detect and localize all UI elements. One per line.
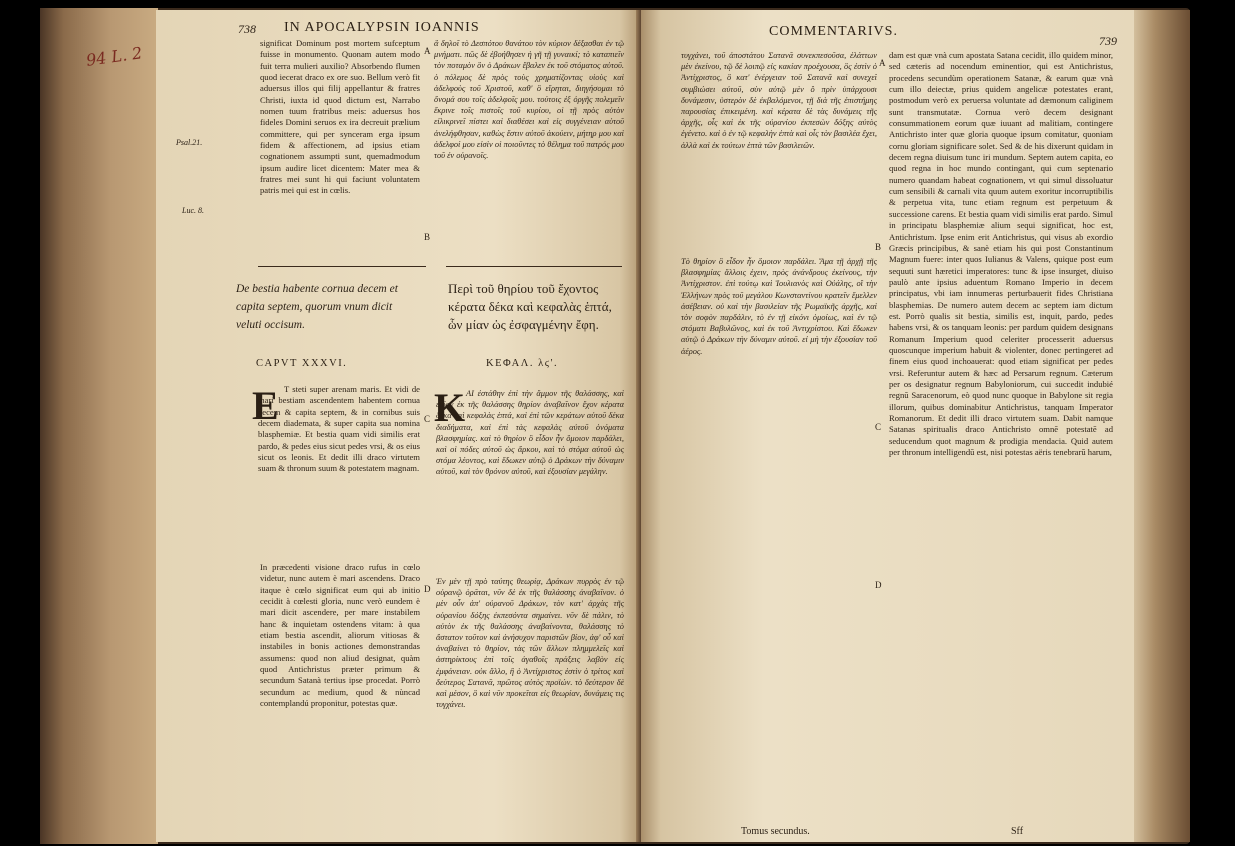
letter-a-right: A <box>879 58 886 68</box>
latin-column-right: dam est quæ vnà cum apostata Satana cecidit, illo quidem minor, sed cæteris ad nocendum eminentior, qui est Antichristus, procedens secundùm operationem Satanæ, & earum quæ vnà cum illo deiectæ, prius quidem angelicæ potestates erant, postmodum verò ex peruersa voluntate ad dæmonum caliginem sunt transmutatæ. Cornua verò decem designant consummationem eorum quæ iuuant ad malitiam, contingere Antichristo inter quæ gloria quoque ipsum comitatur, quoniam cornu gloriam significare solet. Sed & de his dixerunt quidam in decem regna diuisum tunc iri mundum. Septem autem capita, eo quod regna in hoc mundo contingant, qui cum septenario numero quandam habeat cognationem, vt qui simul dissoluatur cum sensibili & carnali vita quum autem exoritur incorruptibilis & perpetua vita, tunc etiam regnum est perpetuum & successione carens. Et bestia quam vidi similis erat pardo. Simul in principatu blasphemiæ alium sequi significat, hoc est, Antichristum. Ipse enim erit Antichristus, qui visus ab exordio Græcis principibus, & sanè etiam his qui post Constantinum Magnum fuere: inter quos Iulianus & Valens, quique post eum sequuti sunt hæretici imperatores: tunc & ipse insurget, diuiso paulò ante ipsius aduentum Romano Imperio in decem principatus, vbi iam innumeras perturbauerit fides Christiana blasphemias. De numero autem decem ac septem iam dictum est. Porrò qualis sit bestia, similis est, inquit, pardo, pedes habens vrsi, & os tanquam leonis: per pardum quidem designans Romanum Imperium quod celeriter processerit aduersus quoscunque imperium habuit & violenter, donec pertingeret ad finem eius quod inchoauerat: quod etiam significat per pedes vrsi. Referuntur autem & hæc ad Persarum regnum. Cæterum per os designatur regnum Babyloniorum, cui succedit indubié regnū Saracenorum, eò quod nunc quoque in Babylone sit regia illorum, quibus dominabitur Antichristus, tanquam Imperator Romanorum. Et dedit illi draco virtutem suam. Dabit namque Satanas spiritualis draco Antichristo omnē potestatē ad seducendum quot magnum & prodigia mendacia. Quid autem per thronum intelligendū est, nisi potestas aëris tenebrarū harum, <box>889 50 1113 458</box>
handwritten-shelfmark: 94 L. 2 <box>84 43 144 70</box>
book-edge-left <box>40 8 158 844</box>
chapter-title-latin: De bestia habente cornua decem et capita septem, quorum vnum dicit veluti occisum. <box>236 283 398 331</box>
rule-left-greek <box>446 266 622 267</box>
dropcap-latin: E <box>252 383 279 428</box>
letter-c: C <box>424 414 431 424</box>
signature-mark: Sff <box>1011 826 1024 837</box>
book-edge-right <box>1132 10 1190 842</box>
greek-body-verse: ΑΙ ἐστάθην ἐπὶ τὴν ἄμμον τῆς θαλάσσης, καὶ εἶδον ἐκ τῆς θαλάσσης θηρίον ἀναβαῖνον ἔχον κέρατα δέκα καὶ κεφαλὰς ἑπτά, καὶ ἐπὶ τῶν κεράτων αὐτοῦ δέκα διαδήματα, καὶ ἐπὶ τὰς κεφαλὰς αὐτοῦ ὀνόματα βλασφημίας. καὶ τὸ θηρίον ὃ εἶδον ἦν ὅμοιον παρδάλει, καὶ οἱ πόδες αὐτοῦ ὡς ἄρκου, καὶ τὸ στόμα αὐτοῦ ὡς στόμα λέοντος, καὶ ἔδωκεν αὐτῷ ὁ Δράκων τὴν δύναμιν αὐτοῦ, καὶ τὸν θρόνον αὐτοῦ, καὶ ἐξουσίαν μεγάλην. <box>436 389 624 477</box>
dropcap-greek: K <box>434 385 466 430</box>
letter-b: B <box>424 232 431 242</box>
chapter-title-greek: Περὶ τοῦ θηρίου τοῦ ἔχοντος κέρατα δέκα καὶ κεφαλὰς ἑπτά, ὧν μίαν ὡς ἐσφαγμένην ἔφη. <box>448 281 612 332</box>
right-page <box>641 10 1134 842</box>
margin-note-psalm: Psal.21. <box>176 138 203 147</box>
letter-c-right: C <box>875 422 882 432</box>
running-header-left: IN APOCALYPSIN IOANNIS <box>284 20 480 35</box>
letter-d: D <box>424 584 431 594</box>
greek-body-commentary: Ἐν μὲν τῇ πρὸ ταύτης θεωρίᾳ, Δράκων πυρρὸς ἐν τῷ οὐρανῷ ὁρᾶται, νῦν δὲ ἐκ τῆς θαλάσσης ἀναβαῖνον. ὁ μὲν οὖν ἀπ' οὐρανοῦ Δράκων, τὸν κατ' ἀρχὰς τῆς οὐρανίου δόξης ἐκπεσόντα σημαίνει. νῦν δὲ πάλιν, τὸ αὐτὸν ἐκ τῆς θαλάσσης ἀναβαίνοντα, θαλάσσης τὸ ἄστατον τοῦτον καὶ ἀνήσυχον παριστῶν βίον, ἀφ' οὗ καὶ ἀναβαίνει τὸ θηρίον, τὰς τῶν ἄλλων πλημμελεῖς καὶ ἀστηρίκτους ἐπὶ τοῖς ἀγαθοῖς πράξεις λαβὸν εἰς ἐμφάνειαν. οὐκ ἄλλο, ἢ ὁ Ἀντίχριστος ἐστὶν ὁ τρίτος καὶ δεύτερος Σατανᾶ, πρῶτος αὐτὸς προϊών. τὸ δεύτερον δὲ καὶ μέσον, ὃ καὶ νῦν προκεῖται εἰς θεωρίαν, δυνάμεις τις τυγχάνει. <box>436 577 624 710</box>
margin-note-luke: Luc. 8. <box>182 206 204 215</box>
greek-column-right-bottom: Τὸ θηρίον ὃ εἶδον ἦν ὅμοιον παρδάλει. Ἄμα τῇ ἀρχῇ τῆς βλασφημίας ἄλλοις ἐχειν, πρὸς ἀνάνδρους ἐκείνους, τὴν Ἀντίχριστον. ἐπὶ τούτῳ καὶ Ἰουλιανὸς καὶ Οὐάλης, οἳ τὴν Ἐλλήνων πρὸς τοῦ μεγάλου Κωνσταντίνου κρατεῖν ἔμελλεν ἀσέβειαν. οὐ καὶ τὴν βασιλείαν τῆς Ρωμαϊκῆς ἀρχῆς, καὶ τὸν σοφὸν παρδάλιν, τὸ ἐν τῇ εἰκόνι ὁμοίως, καὶ ἐν τῷ στόματι Βαβυλῶνος, καὶ ἐκ τοῦ Ἀντιχρίστου. Καὶ ἔδωκεν αὐτῷ ὁ Δράκων τὴν δύναμιν αὐτοῦ. εἰ μὴ τὴν ἐξουσίαν τοῦ ἀέρος. <box>681 257 877 356</box>
footer-tomus: Tomus secundus. <box>741 826 810 837</box>
left-page <box>156 10 639 842</box>
running-header-right: COMMENTARIVS. <box>769 24 898 39</box>
letter-b-right: B <box>875 242 882 252</box>
page-number-right: 739 <box>1099 34 1117 48</box>
latin-body-commentary: In præcedenti visione draco rufus in cœlo videtur, nunc autem è mari ascendens. Draco itaque è cœlo significat eum qui ab initio cecidit à cœlesti gloria, nunc verò eundem è mari dicit ascendere, per mare instabilem hanc & inquietam ostendens vitam: à qua etiam bestia ascendit, aliorum vitiosas & instabiles in bonis actiones demonstrandas assumens: quod non aliud designat, quàm quod Antichristus præter primum & secundum Satanà tertius ipse procedat. Porrò secundum ac medium, quod & nùncad contemplandú proponitur, potestas quæ. <box>260 562 420 709</box>
letter-d-right: D <box>875 580 882 590</box>
letter-a: A <box>424 46 431 56</box>
caput-heading-greek: ΚΕΦΑΛ. λϛ'. <box>486 358 559 369</box>
page-number-left: 738 <box>238 22 256 36</box>
rule-left-latin <box>258 266 426 267</box>
latin-column-top: significat Dominum post mortem sufceptum fuisse in monumento. Quonam autem modo fuit terra mulieri auxilio? Absorbendo flumen quod iecerat draco ex ore suo. Bellum verò fit aduersus illos qui filij appellantur & fratres Christi, iuxta id quod dictum est, Narrabo nomen tuum fratribus meis: aduersus hos fideles Domini seruos ex ira decreuit prælium committere, qui per synceram erga ipsum fidem & affectionem, ad ipsius etiam cognationem assumpti sunt, quemadmodum ipsum audire licet dicentem: Mater mea & fratres mei sunt hi qui faciunt voluntatem patris mei qui est in cœlis. <box>260 38 420 196</box>
latin-body-verse: T steti super arenam maris. Et vidi de mari bestiam ascendentem habentem cornua decem & capita septem, & in cornibus suis decem diademata, & super capita sua nomina blasphemiæ. Et bestia quam vidi similis erat pardo, & pedes eius sicut pedes vrsi, & os eius sicut os leonis. Et dedit illi draco virtutem suam & thronum suum & potestatem magnam. <box>258 384 420 474</box>
greek-column-top: ἃ δηλοῖ τὸ Δεσπότου θανάτου τὸν κύριον δέξασθαι ἐν τῷ μνήματι. πῶς δὲ ἐβοήθησεν ἡ γῆ τῇ γυναικί; τὸ καταπιεῖν τὸν ποταμὸν ὃν ὁ Δράκων ἔβαλεν ἐκ τοῦ στόματος αὐτοῦ. ὁ πόλεμος δὲ πρὸς τοὺς χρηματίζοντας υἱοὺς καὶ ἀδελφοὺς τοῦ Χριστοῦ, καθ' ὃ εἴρηται, διηγήσομαι τὸ ὄνομά σου τοῖς ἀδελφοῖς μου. τούτοις ἐξ ὀργῆς πολεμεῖν ἔκρινε τοῖς πιστοῖς τοῦ κυρίου, οἱ τῇ πρὸς αὐτὸν εἰλικρινεῖ πίστει καὶ διαθέσει καὶ εἰς συγγένειαν αὐτοῦ ἀνελήφθησαν, καθὼς ἔστιν αὐτοῦ ἀκούειν, μήτηρ μου καὶ ἀδελφοί μου εἰσὶν οἱ ποιοῦντες τὸ θέλημα τοῦ πατρός μου τοῦ ἐν οὐρανοῖς. <box>434 39 624 161</box>
caput-heading-latin: CAPVT XXXVI. <box>256 358 348 369</box>
greek-column-right-top: τυγχάνει, τοῦ ἀποστάτου Σατανᾶ συνεκπεσοῦσα, ἐλάττων μὲν ἐκείνου, τῷ δὲ λοιπῷ εἰς κακίαν προέχουσα, ὃς ἐστὶν ὁ Ἀντίχριστος, ὃ κατ' ἐνέργειαν τοῦ Σατανᾶ καὶ συνεχεῖ συμβιώσει αὐτοῦ, σὺν αὐτῷ μὲν ὃ πρὶν ὑπάρχουσι δυνάμεσιν, ὑστερὸν δὲ ἐκβαλόμενοι, τῇ διὰ τῆς ἐπιστήμης παρουσίας ἐπικειμένη. καὶ κέρατα δὲ τὰς δυνάμεις τῆς ἀρχῆς, οἷς καὶ ἐκ τῆς οὐρανίου ἐκπεσὼν δόξης αὐτὸς ἐγένετο. καὶ ὁ ἐν τῷ κεφαλὴν ἐπτὰ καὶ οἷς τὸν βασιλέα ἔχει, ἀλλὰ καὶ ἐκ τούτων ἑπτὰ τῶν βασιλειῶν. <box>681 51 877 150</box>
